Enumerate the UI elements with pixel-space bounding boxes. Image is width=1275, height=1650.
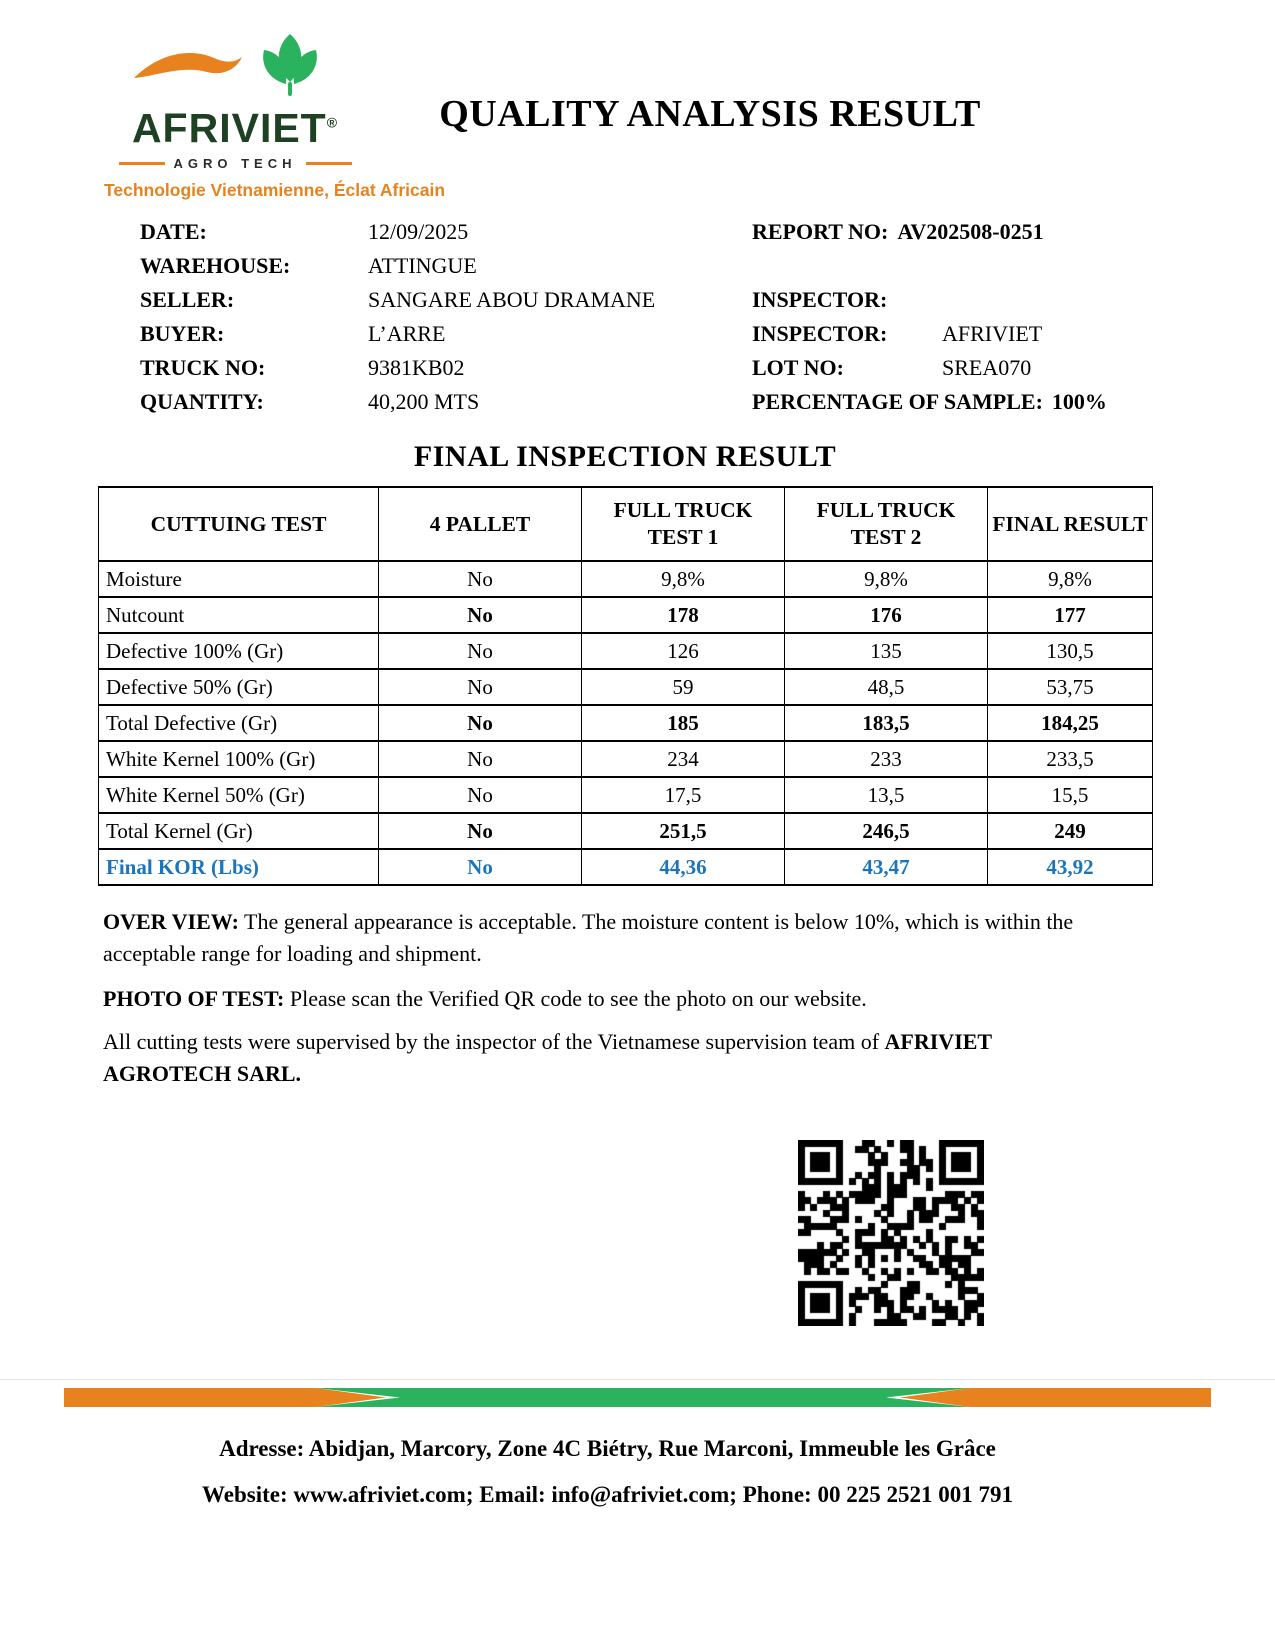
- seller-value: SANGARE ABOU DRAMANE: [368, 287, 656, 312]
- lot-no-value: SREA070: [942, 355, 1032, 380]
- footer-divider-line: [0, 1379, 1275, 1380]
- info-row-date: [140, 215, 1175, 249]
- truck-no-label: TRUCK NO:: [140, 355, 266, 380]
- header-final-result: FINAL RESULT: [988, 487, 1153, 561]
- photo-of-test-paragraph: [103, 983, 1163, 1015]
- supervision-company: AFRIVIET AGROTECH SARL.: [103, 1029, 992, 1086]
- company-logo: [104, 30, 446, 201]
- header-cutting-test: CUTTUING TEST: [99, 487, 379, 561]
- header-full-truck-test-2: FULL TRUCK TEST 2: [785, 487, 988, 561]
- inspector1-label: INSPECTOR:: [752, 287, 888, 312]
- logo-leaf-swoosh-icon: [130, 30, 340, 108]
- buyer-value: L’ARRE: [368, 321, 446, 346]
- quantity-value: 40,200 MTS: [368, 389, 480, 414]
- photo-of-test-text: Please scan the Verified QR code to see the photo on our website.: [284, 986, 867, 1011]
- logo-name: AFRIVIET®: [131, 105, 339, 151]
- verified-qr-code: [798, 1140, 984, 1326]
- truck-no-value: 9381KB02: [368, 355, 465, 380]
- report-info: [140, 215, 1175, 419]
- logo-rule-right: [306, 162, 352, 165]
- inspector2-value: AFRIVIET: [942, 321, 1043, 346]
- inspection-results-table: [98, 486, 1153, 886]
- footer-band: [64, 1388, 1211, 1407]
- table-row-nutcount: Nutcount No 178 176 177: [99, 597, 1153, 633]
- info-row-seller: [140, 283, 1175, 317]
- table-row-total-defective: Total Defective (Gr) No 185 183,5 184,25: [99, 705, 1153, 741]
- footer-address: Adresse: Abidjan, Marcory, Zone 4C Biétry, Rue Marconi, Immeuble les Grâce: [219, 1436, 996, 1461]
- header-4-pallet: 4 PALLET: [379, 487, 582, 561]
- seller-label: SELLER:: [140, 287, 235, 312]
- header-full-truck-test-1: FULL TRUCK TEST 1: [582, 487, 785, 561]
- table-header-row: [99, 487, 1153, 561]
- table-row-defective-50: Defective 50% (Gr) No 59 48,5 53,75: [99, 669, 1153, 705]
- supervision-text: All cutting tests were supervised by the inspector of the Vietnamese supervision team of: [103, 1029, 885, 1054]
- logo-subtitle: AGRO TECH: [104, 156, 366, 171]
- report-no-label: REPORT NO:: [752, 219, 889, 244]
- table-row-white-kernel-100: White Kernel 100% (Gr) No 234 233 233,5: [99, 741, 1153, 777]
- logo-rule-left: [119, 162, 165, 165]
- lot-no-label: LOT NO:: [752, 355, 844, 380]
- quantity-label: QUANTITY:: [140, 389, 264, 414]
- table-row-white-kernel-50: White Kernel 50% (Gr) No 17,5 13,5 15,5: [99, 777, 1153, 813]
- info-row-buyer: [140, 317, 1175, 351]
- table-row-moisture: Moisture No 9,8% 9,8% 9,8%: [99, 561, 1153, 597]
- supervision-paragraph: [103, 1026, 1103, 1090]
- qr-code-image: [798, 1140, 984, 1326]
- footer-contact: Website: www.afriviet.com; Email: info@afriviet.com; Phone: 00 225 2521 001 791: [202, 1482, 1013, 1507]
- section-title: FINAL INSPECTION RESULT: [413, 440, 837, 473]
- date-label: DATE:: [140, 219, 207, 244]
- date-value: 12/09/2025: [368, 219, 469, 244]
- warehouse-label: WAREHOUSE:: [140, 253, 291, 278]
- sample-percentage-label: PERCENTAGE OF SAMPLE:: [752, 389, 1043, 414]
- info-row-warehouse: [140, 249, 1175, 283]
- warehouse-value: ATTINGUE: [368, 253, 477, 278]
- report-no-value: AV202508-0251: [897, 219, 1044, 244]
- overview-label: OVER VIEW:: [103, 909, 239, 934]
- table-row-defective-100: Defective 100% (Gr) No 126 135 130,5: [99, 633, 1153, 669]
- overview-text: The general appearance is acceptable. The moisture content is below 10%, which is within the acceptable range for loading and shipment.: [103, 909, 1074, 966]
- info-row-quantity: [140, 385, 1175, 419]
- page-title: QUALITY ANALYSIS RESULT: [439, 93, 981, 135]
- sample-percentage-value: 100%: [1051, 389, 1107, 414]
- photo-of-test-label: PHOTO OF TEST:: [103, 986, 285, 1011]
- table-row-final-kor: Final KOR (Lbs) No 44,36 43,47 43,92: [99, 849, 1153, 885]
- logo-tagline: Technologie Vietnamienne, Éclat Africain: [104, 180, 446, 200]
- inspector2-label: INSPECTOR:: [752, 321, 888, 346]
- info-row-truck: [140, 351, 1175, 385]
- overview-paragraph: [103, 906, 1113, 970]
- registered-mark: ®: [326, 114, 339, 131]
- table-row-total-kernel: Total Kernel (Gr) No 251,5 246,5 249: [99, 813, 1153, 849]
- buyer-label: BUYER:: [140, 321, 225, 346]
